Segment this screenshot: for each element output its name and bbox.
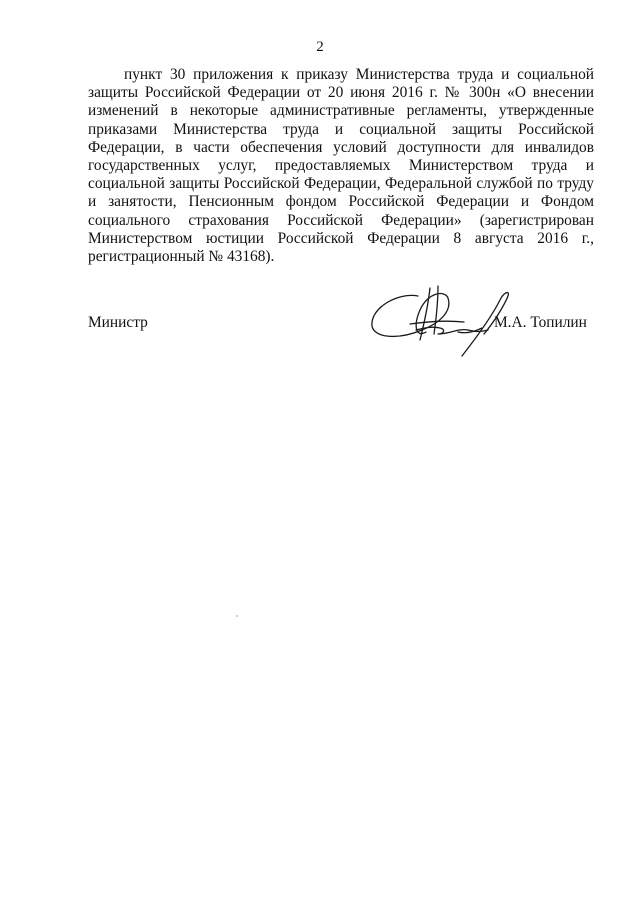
scan-speck	[236, 615, 238, 617]
body-paragraph: пункт 30 приложения к приказу Министерства труда и социальной защиты Российской Федерации от 20 июня 2016 г. № 300н «О внесении изменений в некоторые административные регламенты, утвержденные приказами Министерства труда и социальной защиты Российской Федерации, в части обеспечения условий доступности для инвалидов государственных услуг, предоставляемых Министерством труда и социальной защиты Российской Федерации, Федеральной службой по труду и занятости, Пенсионным фондом Российской Федерации и Фондом социального страхования Российской Федерации» (зарегистрирован Министерством юстиции Российской Федерации 8 августа 2016 г., регистрационный № 43168).	[88, 66, 594, 266]
signatory-name: М.А. Топилин	[494, 314, 587, 331]
page-number: 2	[316, 39, 324, 55]
signatory-title: Министр	[88, 314, 148, 331]
